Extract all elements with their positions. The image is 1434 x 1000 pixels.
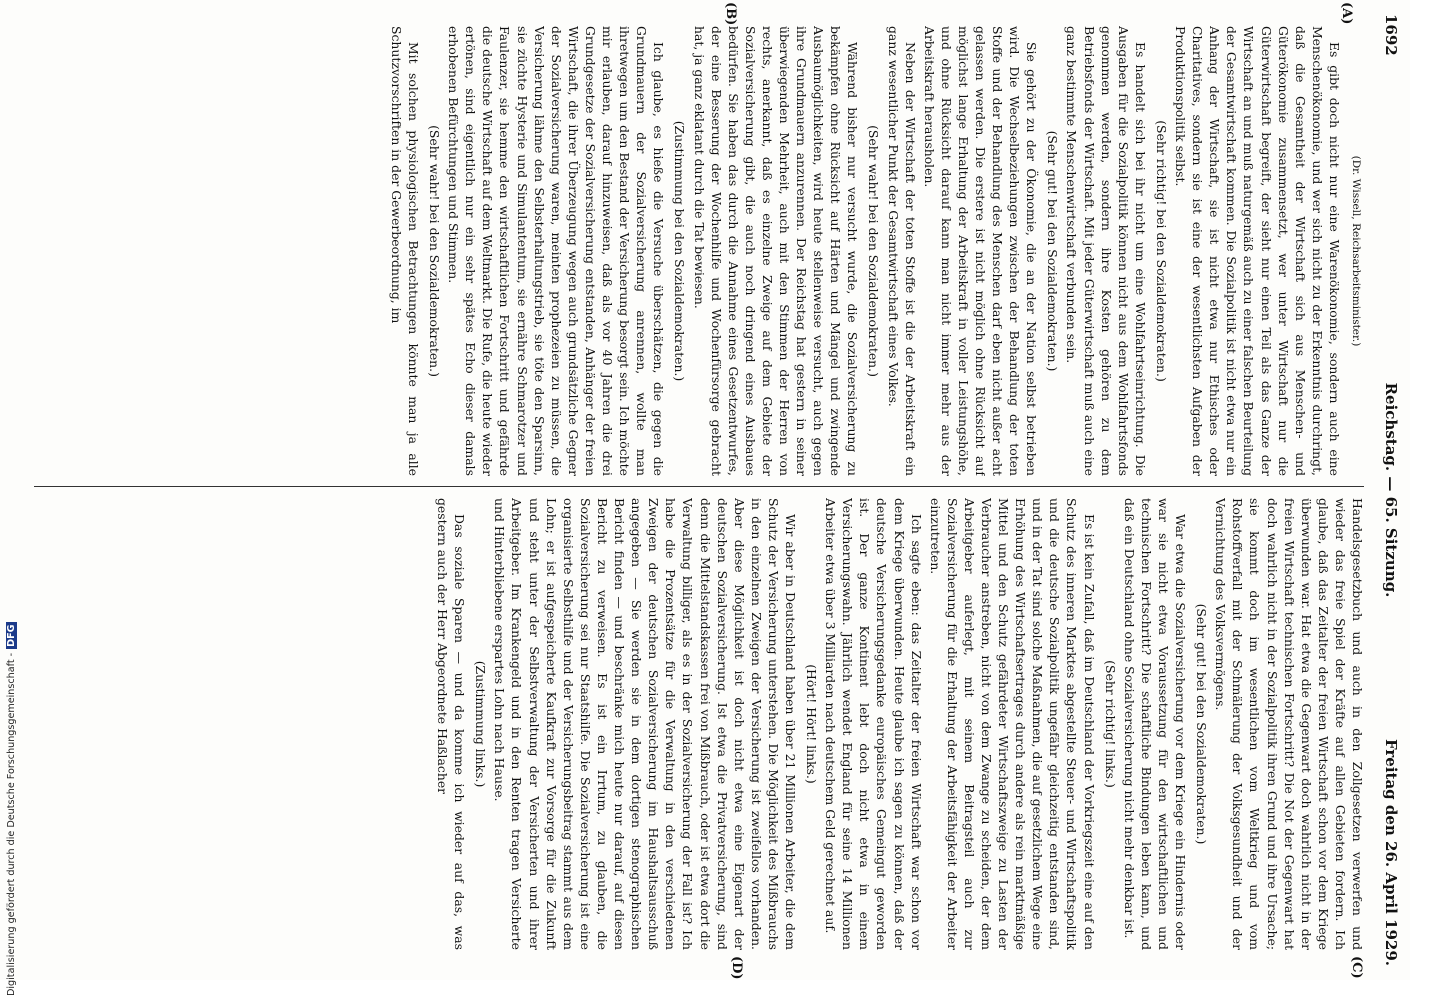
paragraph: Ich sagte eben: das Zeitalter der freien Wirtschaft war schon vor dem Kriege überwunden. Heute glaube ich sagen zu können, daß der deutsche Versicherungsgedanke europäisches Gemeingut geworden ist. Der ganze Kontinent lebt doch nicht etwa in einem Versicherungswahn. Jährlich wendet England für seine 14 Millionen Arbeiter etwa über 3 Milliarden nach deutschem Geld gerechnet auf.	[823, 498, 924, 950]
paragraph: Sie gehört zu der Ökonomie, die an der Nation selbst betrieben wird. Die Wechselbeziehungen zwischen der Behandlung der toten Stoffe und der Behandlung des Menschen darf eben nicht außer acht gelassen werden. Die erstere ist nicht möglich ohne Rücksicht auf möglichst lange Erhaltung der Arbeitskraft in voller Leistungshöhe, und ohne Rücksicht darauf kann man nicht immer mehr aus der Arbeitskraft herausholen.	[921, 26, 1040, 476]
paragraph: Es gibt doch nicht nur eine Warenökonomie, sondern auch eine Menschenökonomie, und wer sich nicht zu der Erkenntnis durchringt, daß die Gesamtheit der Wirtschaft sich aus Menschen- und Güterökonomie zusammensetzt, wer unter Wirtschaft nur die Güterwirtschaft begreift, der sieht nur einen Teil als das Ganze der Wirtschaft an und muß naturgemäß auch zu einer falschen Beurteilung der Gesamtwirtschaft kommen. Die Sozialpolitik ist nicht etwa nur ein Anhang der Wirtschaft, sie ist nicht etwa nur Ethisches oder Charitatives, sondern sie ist eine der wesentlichsten Aufgaben der Produktionspolitik selbst.	[1173, 26, 1342, 476]
session-date: Freitag den 26. April 1929.	[1382, 739, 1400, 966]
margin-marker-a: (A)	[1339, 2, 1354, 25]
session-title: Reichstag. — 65. Sitzung.	[1382, 382, 1400, 598]
interjection: (Sehr wahr! bei den Sozialdemokraten.)	[866, 125, 882, 377]
interjection: (Hört! Hört! links.)	[804, 664, 820, 784]
column-divider	[34, 486, 1364, 487]
page-header	[1376, 14, 1402, 966]
paragraph: Während bisher nur versucht wurde, die Sozialversicherung zu bekämpfen ohne Rücksicht auf Härten und Mängel und zwingende Ausbaumöglichkeiten, wird heute stellenweise versucht, auch gegen ihre Grundmauern anzurennen. Der Reichstag hat gestern in seiner überwiegenden Mehrheit, auch mit den Stimmen der Herren von rechts, anerkannt, daß es einzelne Zweige auf dem Gebiete der Sozialversicherung gibt, die auch noch dringend eines Ausbaues bedürfen. Sie haben das durch die Annahme eines Gesetzentwurfes, der eine Besserung der Wochenhilfe und Wochenfürsorge gebracht hat, ja ganz eklatant durch die Tat bewiesen.	[691, 26, 861, 476]
interjection: (Sehr richtig! links.)	[1102, 660, 1118, 788]
speaker-line: (Dr. Wissell, Reichsarbeitsminister.)	[1350, 155, 1362, 347]
right-column	[46, 498, 1366, 950]
paragraph: Es handelt sich bei ihr nicht um eine Wohlfahrtseinrichtung. Die Ausgaben für die Sozialpolitik können nicht aus dem Wohlfahrtsfonds genommen werden, sondern ihre Kosten gehören zu dem Betriebsfonds der Wirtschaft. Mit jeder Güterwirtschaft muß auch eine ganz bestimmte Menschenwirtschaft verbunden sein.	[1064, 26, 1148, 476]
dfg-logo: DFG	[6, 624, 17, 647]
paragraph: Mit solchen physiologischen Betrachtungen könnte man ja alle Schutzvorschriften in der Gewerbeordnung, im	[388, 26, 422, 476]
digitization-credit	[6, 396, 20, 996]
interjection: (Zustimmung links.)	[473, 660, 489, 788]
margin-marker-c: (C)	[1349, 956, 1364, 979]
interjection: (Zustimmung bei den Sozialdemokraten.)	[672, 120, 688, 382]
paragraph: Ich glaube, es hieße die Versuche überschätzen, die gegen die Grundmauern der Sozialversicherung anrennen, wollte man ihretwegen um den Bestand der Versicherung besorgt sein. Ich möchte mir erlauben, darauf hinzuweisen, daß als vor 40 Jahren die drei Grundgesetze der Sozialversicherung entstanden, Anhänger der freien Wirtschaft, die ihrer Überzeugung wegen auch grundsätzliche Gegner der Sozialversicherung waren, meinten prophezeien zu müssen, die Versicherung lähme den Selbsterhaltungstrieb, sie töte den Sparsinn, sie züchte Hysterie und Simulantentum, sie ernähre Schmarotzer und Faulenzer, sie hemme den wirtschaftlichen Fortschritt und gefährde die deutsche Wirtschaft auf dem Weltmarkt. Die Rufe, die heute wieder ertönen, sind eigentlich nur ein sehr spätes Echo dieser damals erhobenen Befürchtungen und Stimmen.	[446, 26, 667, 476]
interjection: (Sehr wahr! bei den Sozialdemokraten.)	[427, 125, 443, 377]
margin-marker-b: (B)	[723, 2, 738, 26]
paragraph: Neben der Wirtschaft der toten Stoffe ist die der Arbeitskraft ein ganz wesentlicher Punkt der Gesamtwirtschaft eines Volkes.	[885, 26, 918, 476]
page-number: 1692	[1382, 14, 1400, 56]
paragraph: Handelsgesetzbuch und auch in den Zollgesetzen verwerfen und wieder das freie Spiel der Kräfte auf allen Gebieten fordern. Ich glaube, daß das Zeitalter der freien Wirtschaft schon vor dem Kriege überwunden war. Hat etwa die Gegenwart doch wahrlich nicht in der freien Wirtschaft technischen Fortschritt? Die Not der Gegenwart hat doch wahrlich nicht in der Sozialpolitik ihren Grund und ihre Ursache; sie kommt doch im wesentlichen vom Weltkrieg und vom Rohstoffverfall mit der Schmälerung der Volksgesundheit und der Vernichtung des Volksvermögens.	[1213, 498, 1365, 950]
paragraph: Das soziale Sparen — und da komme ich wieder auf das, was gestern auch der Herr Abgeordnete Haßlacher	[435, 498, 468, 950]
paragraph: Es ist kein Zufall, daß im Deutschland der Vorkriegszeit eine auf den Schutz des inneren Marktes abgestellte Steuer- und Wirtschaftspolitik und die deutsche Sozialpolitik ungefähr gleichzeitig entstanden sind, und in der Tat sind solche Maßnahmen, die auf gesetzlichem Wege eine Erhöhung des Wirtschaftsertrages durch andere als rein marktmäßige Mittel und den Schutz gefährdeter Wirtschaftszweige zu Lasten der Verbraucher anstreben, nicht von dem Zwange zu scheiden, der dem Arbeitgeber auferlegt, mit seinem Beitragsteil auch zur Sozialversicherung für die Erhaltung der Arbeitsfähigkeit der Arbeiter einzutreten.	[927, 498, 1097, 950]
credit-label: Digitalisierung gefördert durch die Deutsche Forschungsgemeinschaft -	[6, 652, 17, 996]
paragraph: War etwa die Sozialversicherung vor dem Kriege ein Hindernis oder war sie nicht etwa Voraussetzung für den wirtschaftlichen und technischen Fortschritt? Die schaftliche Bindungen leben kann, und daß ein Deutschland ohne Sozialversicherung nicht mehr denkbar ist.	[1121, 498, 1189, 950]
left-column	[46, 26, 1366, 476]
margin-marker-d: (D)	[729, 956, 744, 980]
interjection: (Sehr gut! bei den Sozialdemokraten.)	[1045, 130, 1061, 372]
interjection: (Sehr gut! bei den Sozialdemokraten.)	[1194, 603, 1210, 845]
interjection: (Sehr richtig! bei den Sozialdemokraten.)	[1153, 120, 1169, 382]
paragraph: Wir aber in Deutschland haben über 21 Millionen Arbeiter, die dem Schutz der Versicherung unterstehen. Die Möglichkeit des Mißbrauchs in den einzelnen Zweigen der Versicherung ist zweifellos vorhanden. Aber diese Möglichkeit ist doch nicht etwa eine Eigenart der deutschen Sozialversicherung. Ist etwa die Privatversicherung, sind denn die Mittelstandskassen frei von Mißbrauch, oder ist etwa dort die Verwaltung billiger, als es in der Sozialversicherung der Fall ist? Ich habe die Prozentsätze für die Verwaltung in den verschiedenen Zweigen der deutschen Sozialversicherung im Haushaltsausschuß angegeben — Sie werden sie in dem dortigen stenographischen Bericht finden — und beschränke mich heute nur darauf, auf diesen Bericht zu verweisen. Es ist ein Irrtum, zu glauben, die Sozialversicherung sei nur Staatshilfe. Die Sozialversicherung ist eine organisierte Selbsthilfe und der Versicherungsbeitrag stammt aus dem Lohn; er ist aufgespeicherte Kaufkraft zur Vorsorge für die Zukunft und steht unter der Selbstverwaltung der Versicherten und ihrer Arbeitgeber. Im Krankengeld und in den Renten tragen Versicherte und Hinterbliebene erspartes Lohn nach Hause.	[492, 498, 798, 950]
credit-text	[6, 396, 20, 996]
